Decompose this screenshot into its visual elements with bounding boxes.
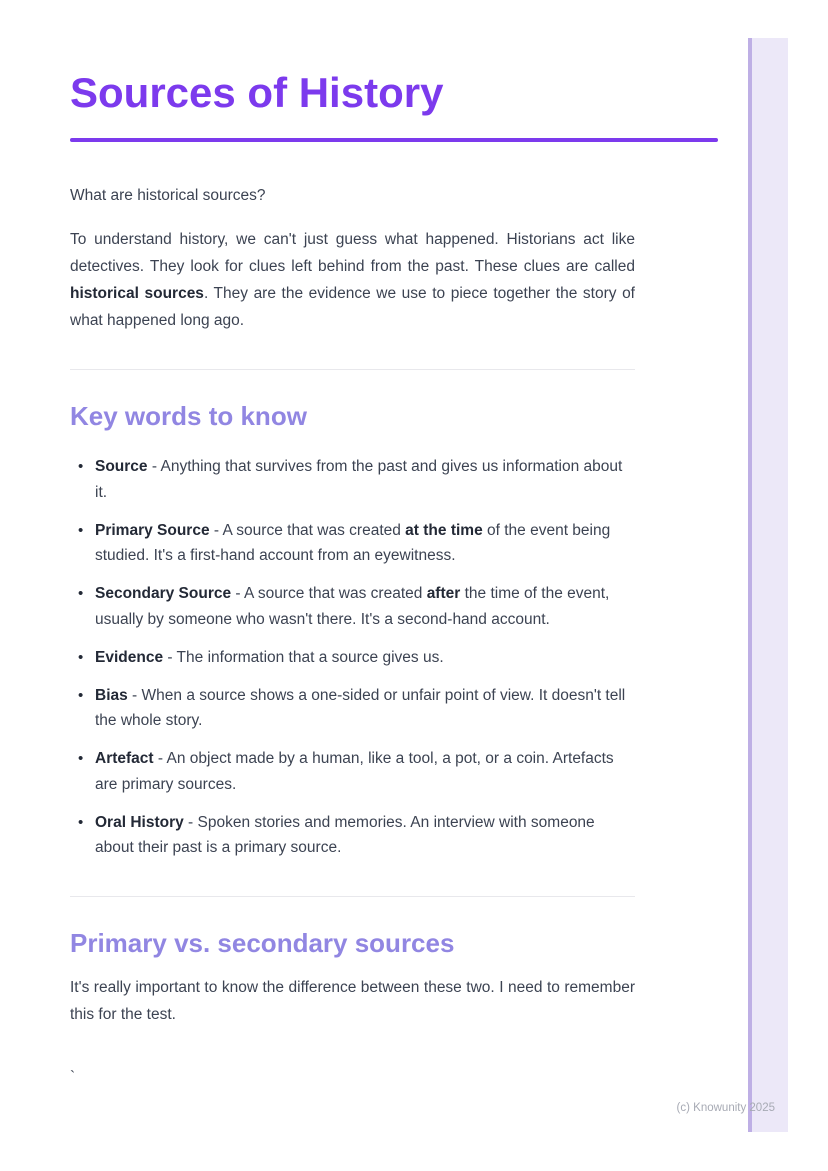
comparison-paragraph: It's really important to know the difference between these two. I need to remember this for the test. (70, 978, 635, 1023)
keyword-list-item: • Oral History - Spoken stories and memories. An interview with someone about their past is a primary source. (95, 810, 635, 861)
title-underline-rule (70, 138, 718, 142)
comparison-heading: Primary vs. secondary sources (70, 927, 455, 958)
keyword-list-item: • Primary Source - A source that was created at the time of the event being studied. It's a first-hand account from an eyewitness. (95, 518, 635, 569)
section-divider (70, 896, 635, 897)
page-title: Sources of History (70, 69, 444, 116)
keyword-list-item: • Bias - When a source shows a one-sided or unfair point of view. It doesn't tell the whole story. (95, 683, 635, 734)
page-edge-stripe (748, 38, 788, 1132)
stray-character: ` (70, 1068, 76, 1086)
text-column (70, 182, 635, 1091)
keyword-list-item: • Artefact - An object made by a human, like a tool, a pot, or a coin. Artefacts are primary sources. (95, 746, 635, 797)
document-content (70, 70, 718, 1091)
keyword-list-item: • Source - Anything that survives from the past and gives us information about it. (95, 454, 635, 505)
section-divider (70, 369, 635, 370)
keyword-list-item: • Secondary Source - A source that was created after the time of the event, usually by someone who wasn't there. It's a second-hand account. (95, 581, 635, 632)
intro-paragraph: To understand history, we can't just guess what happened. Historians act like detectives. They look for clues left behind from the past. These clues are called historical sources. They are the evidence we use to piece together the story of what happened long ago. (70, 231, 635, 330)
copyright-note: (c) Knowunity 2025 (676, 1102, 775, 1114)
keyword-list (70, 454, 635, 861)
intro-question: What are historical sources? (70, 187, 266, 205)
keyword-list-item: • Evidence - The information that a source gives us. (95, 645, 635, 671)
keywords-heading: Key words to know (70, 401, 307, 432)
